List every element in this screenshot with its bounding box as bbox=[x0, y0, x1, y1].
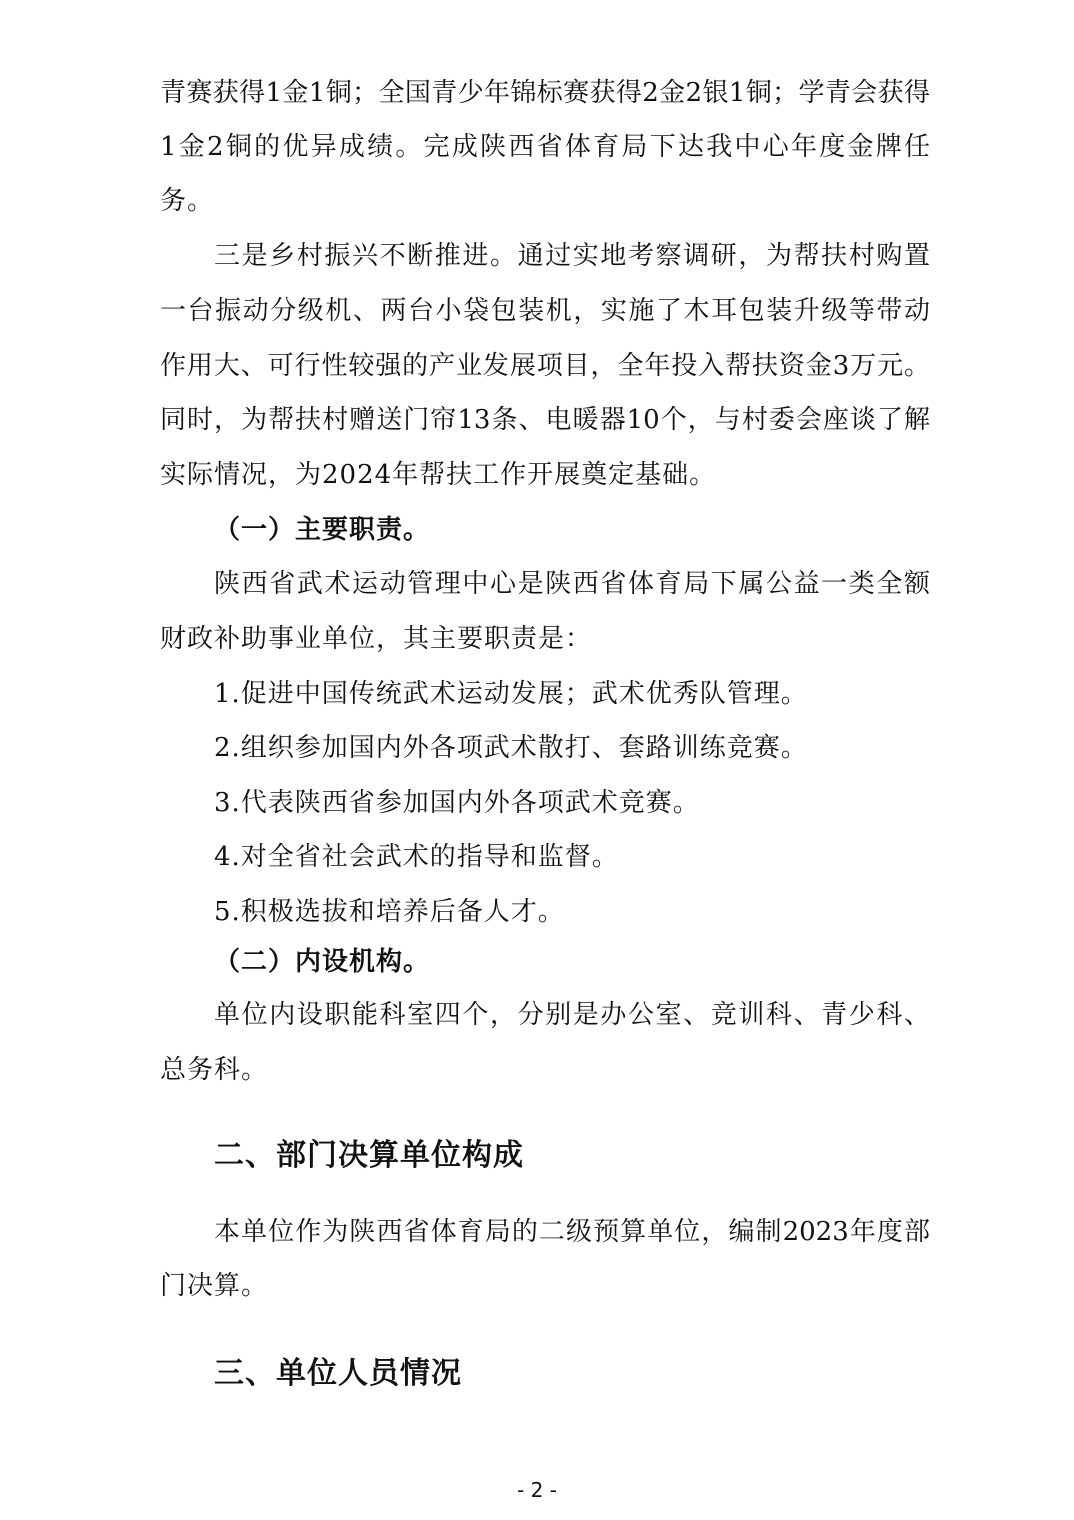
section-3-heading: 三、单位人员情况 bbox=[214, 1356, 462, 1391]
duty-item-5: 5.积极选拔和培养后备人才。 bbox=[214, 897, 565, 927]
page-number: - 2 - bbox=[517, 1478, 557, 1502]
duty-item-4: 4.对全省社会武术的指导和监督。 bbox=[214, 842, 619, 872]
section-2-line-2: 门决算。 bbox=[160, 1271, 269, 1301]
intro-line-1: 青赛获得1金1铜；全国青少年锦标赛获得2金2银1铜；学青会获得 bbox=[160, 78, 930, 108]
rural-line-1: 三是乡村振兴不断推进。通过实地考察调研，为帮扶村购置 bbox=[214, 241, 930, 271]
rural-line-3: 作用大、可行性较强的产业发展项目，全年投入帮扶资金3万元。 bbox=[160, 351, 930, 381]
org-line-1: 单位内设职能科室四个，分别是办公室、竞训科、青少科、 bbox=[214, 1000, 930, 1030]
intro-line-3: 务。 bbox=[160, 186, 215, 216]
org-line-2: 总务科。 bbox=[160, 1055, 269, 1085]
rural-line-4: 同时，为帮扶村赠送门帘13条、电暖器10个，与村委会座谈了解 bbox=[160, 405, 930, 435]
section-2-line-1: 本单位作为陕西省体育局的二级预算单位，编制2023年度部 bbox=[214, 1217, 930, 1247]
duty-item-3: 3.代表陕西省参加国内外各项武术竞赛。 bbox=[214, 788, 700, 818]
section-2-heading: 二、部门决算单位构成 bbox=[214, 1138, 524, 1173]
duties-intro-line-2: 财政补助事业单位，其主要职责是： bbox=[160, 624, 593, 654]
duties-heading: （一）主要职责。 bbox=[214, 515, 431, 545]
rural-line-2: 一台振动分级机、两台小袋包装机，实施了木耳包装升级等带动 bbox=[160, 296, 930, 326]
duty-item-2: 2.组织参加国内外各项武术散打、套路训练竞赛。 bbox=[214, 733, 808, 763]
duties-intro-line-1: 陕西省武术运动管理中心是陕西省体育局下属公益一类全额 bbox=[214, 569, 930, 599]
intro-line-2: 1金2铜的优异成绩。完成陕西省体育局下达我中心年度金牌任 bbox=[160, 132, 930, 162]
rural-line-5: 实际情况，为2024年帮扶工作开展奠定基础。 bbox=[160, 460, 717, 490]
org-heading: （二）内设机构。 bbox=[214, 947, 431, 977]
duty-item-1: 1.促进中国传统武术运动发展；武术优秀队管理。 bbox=[214, 679, 808, 709]
